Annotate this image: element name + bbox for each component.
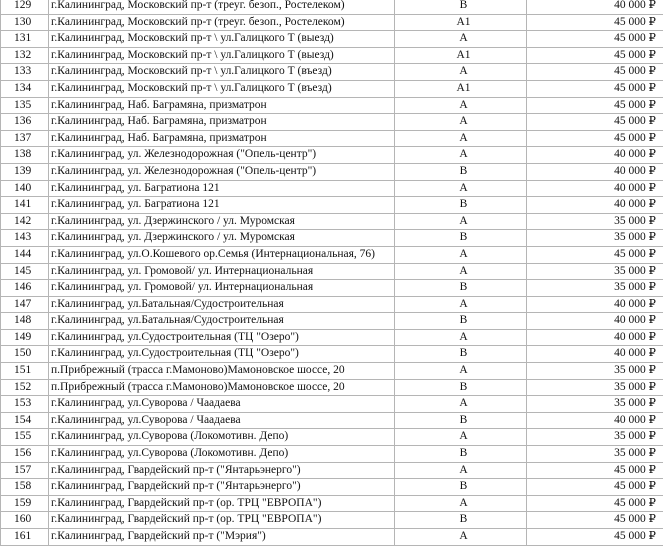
row-side: A: [395, 495, 527, 512]
table-row: [1, 31, 663, 48]
row-number: 149: [1, 329, 49, 346]
row-number: 151: [1, 363, 49, 380]
row-side: A: [395, 263, 527, 280]
row-number: 150: [1, 346, 49, 363]
row-price: 45 000 ₽: [527, 495, 663, 512]
table-row: [1, 47, 663, 64]
row-number: 154: [1, 412, 49, 429]
row-side: A: [395, 31, 527, 48]
row-address: г.Калининград, ул. Громовой/ ул. Интернациональная: [49, 280, 395, 297]
row-price: 45 000 ₽: [527, 97, 663, 114]
row-side: A: [395, 462, 527, 479]
row-number: 129: [1, 0, 49, 14]
row-number: 159: [1, 495, 49, 512]
row-number: 141: [1, 197, 49, 214]
row-address: г.Калининград, ул.Батальная/Судостроительная: [49, 313, 395, 330]
row-price: 35 000 ₽: [527, 230, 663, 247]
row-price: 40 000 ₽: [527, 0, 663, 14]
row-address: г.Калининград, ул.Судостроительная (ТЦ "Озеро"): [49, 346, 395, 363]
row-side: B: [395, 163, 527, 180]
table-row: [1, 363, 663, 380]
row-price: 35 000 ₽: [527, 379, 663, 396]
row-side: B: [395, 346, 527, 363]
row-side: A1: [395, 47, 527, 64]
row-price: 35 000 ₽: [527, 280, 663, 297]
row-side: A: [395, 97, 527, 114]
row-side: A: [395, 147, 527, 164]
row-address: г.Калининград, ул.О.Кошевого ор.Семья (Интернациональная, 76): [49, 246, 395, 263]
row-number: 131: [1, 31, 49, 48]
row-number: 138: [1, 147, 49, 164]
row-address: г.Калининград, Московский пр-т \ ул.Галицкого Т (выезд): [49, 31, 395, 48]
table-row: [1, 213, 663, 230]
row-address: г.Калининград, ул. Железнодорожная ("Опель-центр"): [49, 147, 395, 164]
row-side: B: [395, 379, 527, 396]
row-address: г.Калининград, ул.Суворова (Локомотивн. Депо): [49, 429, 395, 446]
row-price: 45 000 ₽: [527, 114, 663, 131]
row-side: B: [395, 313, 527, 330]
row-price: 45 000 ₽: [527, 64, 663, 81]
row-address: г.Калининград, Гвардейский пр-т (ор. ТРЦ "ЕВРОПА"): [49, 512, 395, 529]
row-number: 147: [1, 296, 49, 313]
table-row: [1, 64, 663, 81]
row-price: 35 000 ₽: [527, 213, 663, 230]
table-row: [1, 163, 663, 180]
row-number: 139: [1, 163, 49, 180]
row-address: г.Калининград, Гвардейский пр-т (ор. ТРЦ "ЕВРОПА"): [49, 495, 395, 512]
row-price: 40 000 ₽: [527, 329, 663, 346]
row-price: 45 000 ₽: [527, 130, 663, 147]
row-number: 160: [1, 512, 49, 529]
row-address: г.Калининград, ул.Суворова (Локомотивн. Депо): [49, 446, 395, 463]
table-row: [1, 346, 663, 363]
row-side: B: [395, 446, 527, 463]
row-price: 45 000 ₽: [527, 31, 663, 48]
row-price: 45 000 ₽: [527, 479, 663, 496]
row-price: 35 000 ₽: [527, 396, 663, 413]
row-side: A: [395, 246, 527, 263]
row-number: 142: [1, 213, 49, 230]
table-row: [1, 495, 663, 512]
row-address: г.Калининград, Московский пр-т (треуг. безоп., Ростелеком): [49, 14, 395, 31]
row-address: г.Калининград, Московский пр-т \ ул.Галицкого Т (въезд): [49, 64, 395, 81]
row-side: B: [395, 0, 527, 14]
table-row: [1, 80, 663, 97]
row-price: 45 000 ₽: [527, 246, 663, 263]
table-row: [1, 379, 663, 396]
row-side: A: [395, 296, 527, 313]
table-row: [1, 280, 663, 297]
row-number: 143: [1, 230, 49, 247]
row-side: B: [395, 197, 527, 214]
row-address: г.Калининград, Гвардейский пр-т ("Янтарьэнерго"): [49, 479, 395, 496]
row-side: A: [395, 396, 527, 413]
row-price: 45 000 ₽: [527, 462, 663, 479]
row-side: B: [395, 479, 527, 496]
row-price: 35 000 ₽: [527, 363, 663, 380]
row-number: 152: [1, 379, 49, 396]
row-price: 45 000 ₽: [527, 529, 663, 546]
row-side: A: [395, 429, 527, 446]
table-row: [1, 14, 663, 31]
row-address: г.Калининград, ул. Громовой/ ул. Интернациональная: [49, 263, 395, 280]
table-row: [1, 512, 663, 529]
row-number: 145: [1, 263, 49, 280]
row-number: 133: [1, 64, 49, 81]
row-side: B: [395, 512, 527, 529]
table-row: [1, 296, 663, 313]
row-number: 155: [1, 429, 49, 446]
table-row: [1, 197, 663, 214]
row-address: г.Калининград, Московский пр-т (треуг. безоп., Ростелеком): [49, 0, 395, 14]
row-side: A: [395, 329, 527, 346]
table-row: [1, 263, 663, 280]
row-number: 135: [1, 97, 49, 114]
row-address: г.Калининград, Наб. Баграмяна, призматрон: [49, 114, 395, 131]
row-price: 40 000 ₽: [527, 180, 663, 197]
table-row: [1, 446, 663, 463]
row-price: 40 000 ₽: [527, 147, 663, 164]
row-address: г.Калининград, ул.Суворова / Чаадаева: [49, 396, 395, 413]
row-number: 130: [1, 14, 49, 31]
row-address: г.Калининград, ул. Дзержинского / ул. Муромская: [49, 230, 395, 247]
row-price: 45 000 ₽: [527, 80, 663, 97]
table-row: [1, 479, 663, 496]
price-table-body: [1, 0, 663, 545]
row-price: 40 000 ₽: [527, 296, 663, 313]
row-number: 136: [1, 114, 49, 131]
row-address: г.Калининград, Гвардейский пр-т ("Мэрия"): [49, 529, 395, 546]
table-row: [1, 429, 663, 446]
row-number: 132: [1, 47, 49, 64]
row-number: 140: [1, 180, 49, 197]
row-side: A1: [395, 80, 527, 97]
table-row: [1, 396, 663, 413]
table-row: [1, 313, 663, 330]
row-number: 137: [1, 130, 49, 147]
row-number: 134: [1, 80, 49, 97]
row-address: г.Калининград, Гвардейский пр-т ("Янтарьэнерго"): [49, 462, 395, 479]
row-address: г.Калининград, ул.Судостроительная (ТЦ "Озеро"): [49, 329, 395, 346]
row-number: 153: [1, 396, 49, 413]
row-address: г.Калининград, ул. Багратиона 121: [49, 180, 395, 197]
row-number: 148: [1, 313, 49, 330]
row-price: 35 000 ₽: [527, 263, 663, 280]
row-address: г.Калининград, ул. Дзержинского / ул. Муромская: [49, 213, 395, 230]
row-price: 40 000 ₽: [527, 346, 663, 363]
table-row: [1, 230, 663, 247]
row-address: г.Калининград, ул.Батальная/Судостроительная: [49, 296, 395, 313]
row-side: A: [395, 213, 527, 230]
row-side: B: [395, 280, 527, 297]
row-address: г.Калининград, ул. Багратиона 121: [49, 197, 395, 214]
row-address: г.Калининград, Московский пр-т \ ул.Галицкого Т (выезд): [49, 47, 395, 64]
table-row: [1, 130, 663, 147]
row-price: 40 000 ₽: [527, 197, 663, 214]
row-number: 144: [1, 246, 49, 263]
row-price: 45 000 ₽: [527, 14, 663, 31]
row-address: г.Калининград, Наб. Баграмяна, призматрон: [49, 97, 395, 114]
table-row: [1, 97, 663, 114]
row-price: 35 000 ₽: [527, 429, 663, 446]
row-side: A: [395, 114, 527, 131]
row-address: г.Калининград, Московский пр-т \ ул.Галицкого Т (въезд): [49, 80, 395, 97]
row-side: A: [395, 64, 527, 81]
row-side: A: [395, 529, 527, 546]
row-number: 156: [1, 446, 49, 463]
row-address: г.Калининград, Наб. Баграмяна, призматрон: [49, 130, 395, 147]
row-price: 45 000 ₽: [527, 47, 663, 64]
row-side: B: [395, 412, 527, 429]
table-row: [1, 329, 663, 346]
row-address: г.Калининград, ул.Суворова / Чаадаева: [49, 412, 395, 429]
row-side: A1: [395, 14, 527, 31]
row-side: A: [395, 363, 527, 380]
row-price: 40 000 ₽: [527, 163, 663, 180]
row-price: 40 000 ₽: [527, 412, 663, 429]
table-row: [1, 0, 663, 14]
table-row: [1, 114, 663, 131]
table-row: [1, 246, 663, 263]
row-number: 158: [1, 479, 49, 496]
row-side: A: [395, 130, 527, 147]
row-address: п.Прибрежный (трасса г.Мамоново)Мамоновское шоссе, 20: [49, 379, 395, 396]
table-row: [1, 180, 663, 197]
row-side: B: [395, 230, 527, 247]
row-price: 45 000 ₽: [527, 512, 663, 529]
table-row: [1, 462, 663, 479]
row-side: A: [395, 180, 527, 197]
table-row: [1, 147, 663, 164]
table-row: [1, 529, 663, 546]
row-address: п.Прибрежный (трасса г.Мамоново)Мамоновское шоссе, 20: [49, 363, 395, 380]
row-price: 40 000 ₽: [527, 313, 663, 330]
row-number: 157: [1, 462, 49, 479]
table-row: [1, 412, 663, 429]
row-number: 146: [1, 280, 49, 297]
row-number: 161: [1, 529, 49, 546]
row-price: 35 000 ₽: [527, 446, 663, 463]
row-address: г.Калининград, ул. Железнодорожная ("Опель-центр"): [49, 163, 395, 180]
